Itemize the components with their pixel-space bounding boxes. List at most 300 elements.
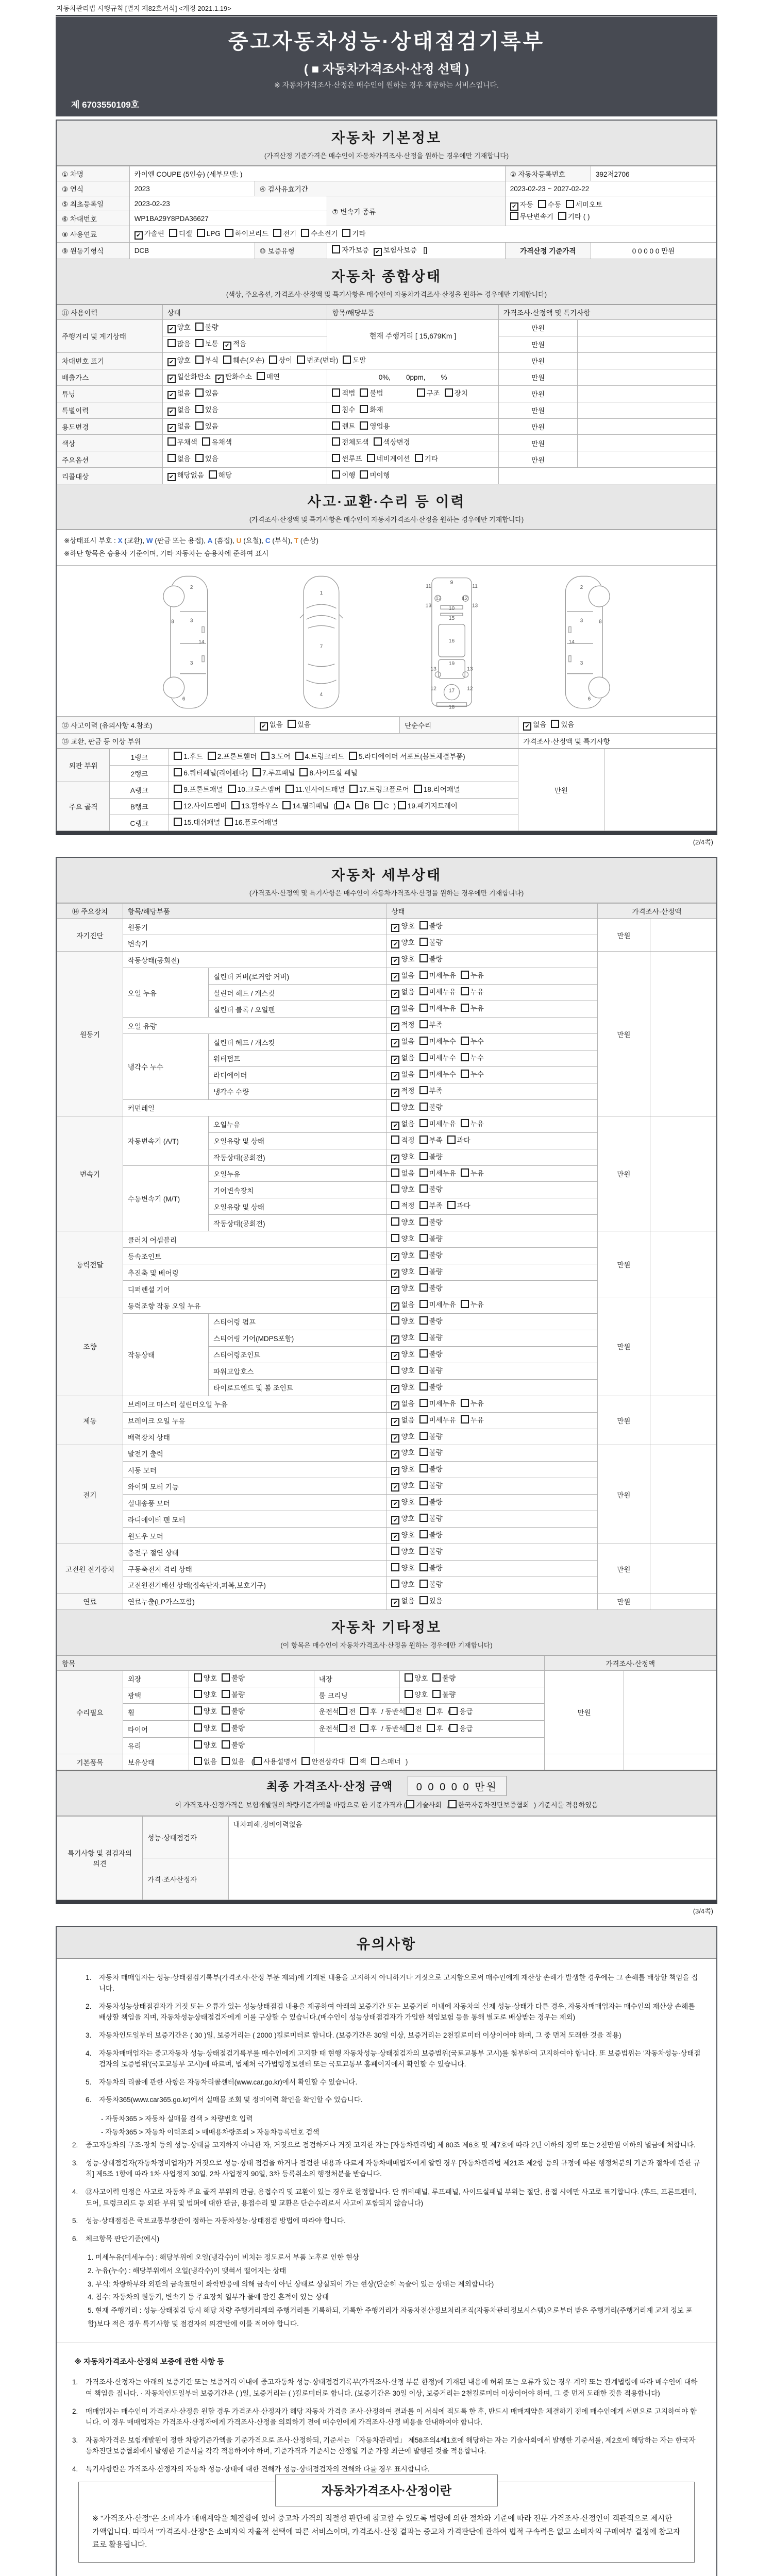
checkbox-option[interactable] (297, 355, 338, 367)
checkbox-option[interactable] (419, 1332, 443, 1344)
table-cell (162, 385, 327, 402)
checkbox-option[interactable] (391, 1513, 414, 1525)
checkbox-label: 없음 (401, 1038, 415, 1046)
checkbox-option[interactable] (419, 1299, 456, 1311)
checkbox-option[interactable] (360, 1706, 377, 1718)
checkbox-option[interactable] (461, 1415, 484, 1427)
checkbox-option[interactable] (391, 1036, 414, 1048)
checkbox-option[interactable] (350, 1756, 366, 1768)
checkbox-option[interactable] (449, 1723, 473, 1735)
checkbox-option[interactable] (391, 1168, 414, 1180)
checkbox-option[interactable] (391, 1415, 414, 1427)
checkbox-option[interactable] (510, 211, 553, 223)
checkbox-label: 있음 (429, 1597, 443, 1605)
checkbox-option[interactable] (419, 1233, 443, 1245)
checkbox-option[interactable] (415, 453, 438, 465)
checkbox-option[interactable] (419, 1283, 443, 1295)
checked-box-icon: ✔ (391, 1269, 399, 1278)
checkbox-option[interactable] (391, 954, 414, 965)
checkbox-option[interactable] (419, 1398, 456, 1410)
table-cell: 만원 (498, 435, 577, 451)
checkbox-label: 한국자동차진단보증협회 (458, 1801, 529, 1809)
checkbox-option[interactable] (215, 371, 252, 383)
report-title: 중고자동차성능·상태점검기록부 (228, 30, 545, 53)
checkbox-label: 양호 (401, 1580, 415, 1588)
checkbox-option[interactable] (225, 228, 268, 240)
checkbox-option[interactable] (551, 719, 574, 731)
checkbox-option[interactable] (282, 801, 329, 812)
table-cell: 2023 (129, 181, 255, 196)
checkbox-option[interactable] (419, 1118, 456, 1130)
checkbox-option[interactable] (419, 1579, 443, 1591)
checkbox-option[interactable] (419, 1200, 443, 1212)
checkbox-option[interactable] (167, 421, 191, 433)
caution-item-text: 자동차365(www.car365.go.kr)에서 실매물 조회 및 정비이력 확인을 확인할 수 있습니다. (99, 2096, 363, 2104)
checkbox-option[interactable] (194, 1740, 217, 1752)
checkbox-label: 불법 (369, 389, 383, 397)
checkbox-option[interactable] (301, 228, 338, 240)
checkbox-option[interactable] (391, 1250, 414, 1262)
checkbox-option[interactable] (336, 801, 350, 812)
checkbox-option[interactable] (167, 338, 191, 350)
page-mark-3: (3/4쪽) (693, 1907, 713, 1915)
checkbox-option[interactable] (566, 199, 602, 211)
checkbox-option[interactable] (301, 1756, 345, 1768)
caution-item-number: 5. (86, 2078, 92, 2086)
checkbox-option[interactable] (419, 970, 456, 982)
checkbox-option[interactable] (167, 322, 191, 334)
detail-condition-table (57, 903, 716, 1609)
checkbox-option[interactable] (288, 719, 311, 731)
unchecked-box-icon (406, 1800, 414, 1808)
checkbox-label: 양호 (401, 1449, 415, 1457)
checkbox-option[interactable] (419, 1003, 456, 1015)
checkbox-option[interactable] (202, 437, 232, 449)
checkbox-option[interactable] (405, 1673, 428, 1685)
checkbox-option[interactable] (360, 421, 390, 433)
checkbox-option[interactable] (391, 1480, 414, 1492)
checkbox-option[interactable] (195, 453, 219, 465)
checkbox-option[interactable] (360, 470, 390, 482)
checkbox-option[interactable] (332, 388, 355, 400)
checkbox-option[interactable] (391, 1283, 414, 1295)
checkbox-option[interactable] (194, 1673, 217, 1685)
checkbox-option[interactable] (391, 1086, 414, 1097)
caution-item-number: 3. (86, 2031, 92, 2039)
checkbox-option[interactable] (449, 1706, 473, 1718)
checkbox-option[interactable] (342, 228, 365, 240)
checkbox-option[interactable] (195, 421, 219, 433)
checkbox-label: 과다 (457, 1136, 470, 1144)
checkbox-option[interactable] (414, 784, 460, 796)
checkbox-option[interactable] (461, 1069, 484, 1081)
checkbox-option[interactable] (419, 921, 443, 933)
unchecked-box-icon (391, 1547, 399, 1555)
caution-item-number: 2. (72, 2141, 78, 2149)
checkbox-option[interactable] (419, 1086, 443, 1097)
checkbox-option[interactable] (419, 1020, 443, 1031)
table-cell: 휠 (123, 1703, 189, 1720)
checkbox-option[interactable] (427, 1723, 443, 1735)
checkbox-option[interactable] (391, 1233, 414, 1245)
checkbox-option[interactable] (419, 954, 443, 965)
checkbox-option[interactable] (419, 1151, 443, 1163)
checkbox-option[interactable] (432, 1689, 456, 1701)
checkbox-option[interactable] (374, 245, 417, 257)
checkbox-option[interactable] (339, 1706, 356, 1718)
checkbox-option[interactable] (419, 987, 456, 998)
checked-box-icon: ✔ (391, 1467, 399, 1475)
checkbox-option[interactable] (257, 371, 280, 383)
checkbox-option[interactable] (225, 817, 278, 829)
checkbox-option[interactable] (261, 751, 290, 763)
checkbox-option[interactable] (419, 1053, 456, 1064)
table-cell (650, 952, 716, 1116)
checkbox-option[interactable] (367, 453, 410, 465)
checkbox-option[interactable] (371, 1756, 401, 1768)
checkbox-option[interactable] (391, 1579, 414, 1591)
checkbox-option[interactable] (349, 751, 465, 763)
checkbox-option[interactable] (391, 1563, 414, 1574)
checkbox-option[interactable] (174, 784, 223, 796)
cell-text: , (446, 1801, 448, 1809)
checkbox-option[interactable] (448, 1800, 529, 1811)
price-notice-list (72, 2377, 701, 2475)
unchecked-box-icon (449, 1707, 458, 1715)
checkbox-option[interactable] (419, 1513, 443, 1525)
checkbox-option[interactable] (461, 1299, 484, 1311)
checkbox-label: 불량 (205, 323, 219, 331)
table-cell: 만원 (597, 952, 650, 1116)
checkbox-option[interactable] (391, 921, 414, 933)
checkbox-option[interactable] (209, 470, 232, 482)
checkbox-option[interactable] (391, 1151, 414, 1163)
checkbox-option[interactable] (223, 355, 264, 367)
checkbox-option[interactable] (523, 719, 546, 731)
checkbox-option[interactable] (391, 1398, 414, 1410)
checkbox-option[interactable] (419, 1349, 443, 1361)
checkbox-option[interactable] (391, 1069, 414, 1081)
checkbox-option[interactable] (332, 470, 355, 482)
checkbox-option[interactable] (461, 1053, 484, 1064)
checkbox-option[interactable] (391, 1020, 414, 1031)
checkbox-option[interactable] (391, 1349, 414, 1361)
checkbox-option[interactable] (419, 1480, 443, 1492)
table-cell: 작동상태(공회전) (123, 952, 386, 968)
unchecked-box-icon (415, 454, 423, 462)
checkbox-option[interactable] (194, 1706, 217, 1718)
checkbox-option[interactable] (419, 1365, 443, 1377)
checkbox-label: 보통 (205, 340, 219, 348)
checkbox-option[interactable] (445, 388, 468, 400)
checkbox-option[interactable] (208, 751, 257, 763)
checkbox-option[interactable] (167, 437, 197, 449)
checkbox-option[interactable] (222, 1756, 245, 1768)
checkbox-label: 없음 (177, 389, 191, 397)
checkbox-option[interactable] (419, 1316, 443, 1328)
checkbox-option[interactable] (398, 801, 458, 812)
checkbox-option[interactable] (391, 1135, 414, 1147)
checkbox-option[interactable] (339, 1723, 356, 1735)
checkbox-option[interactable] (447, 1135, 470, 1147)
checkbox-option[interactable] (222, 1673, 245, 1685)
checkbox-option[interactable] (427, 1706, 443, 1718)
checkbox-option[interactable] (419, 1447, 443, 1459)
checkbox-option[interactable] (419, 1135, 443, 1147)
checkbox-option[interactable] (195, 388, 219, 400)
table-cell: ⑬ 교환, 판금 등 이상 부위 (57, 733, 518, 748)
table-cell (400, 1687, 545, 1703)
checkbox-option[interactable] (194, 1723, 217, 1735)
checkbox-option[interactable] (343, 355, 366, 367)
checkbox-option[interactable] (391, 987, 414, 998)
checkbox-option[interactable] (374, 437, 410, 449)
checked-box-icon: ✔ (523, 722, 531, 731)
checkbox-option[interactable] (419, 1530, 443, 1541)
legend-text: (손상) (298, 537, 318, 545)
damage-code-letter: X (117, 537, 123, 545)
checkbox-option[interactable] (273, 228, 296, 240)
table-cell: 만원 (597, 1297, 650, 1396)
checkbox-option[interactable] (260, 719, 283, 731)
table-row (57, 1655, 716, 1670)
checkbox-option[interactable] (194, 1689, 217, 1701)
checkbox-option[interactable] (419, 1464, 443, 1476)
checkbox-option[interactable] (391, 1217, 414, 1229)
checkbox-option[interactable] (391, 1546, 414, 1558)
checkbox-option[interactable] (167, 371, 211, 383)
checkbox-option[interactable] (419, 1069, 456, 1081)
checkbox-option[interactable] (194, 1756, 217, 1768)
checkbox-option[interactable] (391, 1497, 414, 1509)
checkbox-option[interactable] (231, 801, 278, 812)
table-row (57, 242, 716, 259)
checkbox-option[interactable] (391, 1447, 414, 1459)
checkbox-option[interactable] (174, 768, 248, 779)
unchecked-box-icon (419, 1020, 428, 1028)
law-reference-line: 자동차관리법 시행규칙 [별지 제82호서식] <개정 2021.1.19> (57, 5, 231, 12)
checkbox-label: 양호 (401, 1284, 415, 1293)
price-notice-text: 매매업자는 매수인이 가격조사·산정을 원할 경우 가격조사·산정자가 해당 자동차 가격을 조사·산정하여 결과를 이 서식에 적도록 한 후, 반드시 매매계약을 체결하기 전에 매수인에게 서면으로 고지하여야 합니다. 이 경우 매매업자는 가격조사·산정자에게 가격조사·산정을 의뢰하기 전에 매수인에게 가격조사·산정 비용을 안내하여야 합니다. (86, 2407, 697, 2427)
table-cell: 단순수리 (400, 717, 518, 733)
checkbox-option[interactable] (360, 388, 383, 400)
checkbox-option[interactable] (391, 1365, 414, 1377)
checkbox-option[interactable] (222, 1740, 245, 1752)
checkbox-option[interactable] (419, 1546, 443, 1558)
checkbox-option[interactable] (228, 784, 281, 796)
checkbox-option[interactable] (167, 404, 191, 416)
checkbox-option[interactable] (222, 1706, 245, 1718)
unchecked-box-icon (419, 987, 428, 995)
checkbox-label: 자동 (519, 200, 533, 209)
table-cell (386, 1577, 597, 1593)
checkbox-option[interactable] (391, 1299, 414, 1311)
checkbox-label: 부식 (205, 356, 219, 364)
checkbox-option[interactable] (419, 1382, 443, 1394)
checkbox-option[interactable] (419, 1431, 443, 1443)
checkbox-option[interactable] (195, 338, 219, 350)
checkbox-option[interactable] (406, 1723, 422, 1735)
checkbox-option[interactable] (461, 1398, 484, 1410)
checkbox-option[interactable] (432, 1673, 456, 1685)
checkbox-option[interactable] (332, 245, 368, 257)
checkbox-option[interactable] (167, 388, 191, 400)
table-cell: 디퍼렌셜 기어 (123, 1281, 386, 1297)
checkbox-option[interactable] (174, 751, 203, 763)
checkbox-option[interactable] (167, 355, 191, 367)
table-cell (624, 1754, 716, 1770)
checkbox-option[interactable] (195, 322, 219, 334)
checkbox-option[interactable] (461, 987, 484, 998)
checkbox-option[interactable] (222, 1723, 245, 1735)
checkbox-label: 없음 (401, 972, 415, 980)
checkbox-option[interactable] (295, 751, 344, 763)
checkbox-option[interactable] (538, 199, 561, 211)
checkbox-option[interactable] (419, 1596, 443, 1607)
checkbox-option[interactable] (391, 937, 414, 949)
table-cell: 변속기 (57, 1116, 123, 1231)
checkbox-label: 불량 (231, 1674, 245, 1682)
checkbox-option[interactable] (419, 1102, 443, 1114)
table-row (57, 1445, 716, 1462)
checkbox-option[interactable] (174, 817, 220, 829)
table-cell: 만원 (498, 402, 577, 418)
table-cell: 2023-02-23 (129, 196, 327, 211)
checkbox-option[interactable] (447, 1200, 470, 1212)
checkbox-option[interactable] (391, 1118, 414, 1130)
checkbox-option[interactable] (195, 404, 219, 416)
table-cell: 만원 (498, 319, 577, 336)
checkbox-label: 양호 (401, 1383, 415, 1391)
checkbox-option[interactable] (349, 784, 409, 796)
checkbox-option[interactable] (269, 355, 292, 367)
checkbox-option[interactable] (391, 970, 414, 982)
checkbox-option[interactable] (391, 1464, 414, 1476)
unchecked-box-icon (197, 229, 205, 237)
unchecked-box-icon (194, 1673, 202, 1682)
unchecked-box-icon (360, 1707, 368, 1715)
checkbox-option[interactable] (419, 1563, 443, 1574)
unchecked-box-icon (225, 818, 233, 826)
checkbox-option[interactable] (169, 228, 192, 240)
price-notice-number: 1. (72, 2378, 78, 2386)
checkbox-option[interactable] (197, 228, 221, 240)
checkbox-option[interactable] (419, 1266, 443, 1278)
checkbox-option[interactable] (253, 768, 295, 779)
unchecked-box-icon (419, 1004, 428, 1012)
checkbox-option[interactable] (332, 453, 362, 465)
checkbox-option[interactable] (391, 1184, 414, 1196)
checkbox-option[interactable] (419, 1250, 443, 1262)
checkbox-option[interactable] (558, 211, 590, 223)
checkbox-option[interactable] (461, 1168, 484, 1180)
checkbox-option[interactable] (254, 1756, 297, 1768)
checkbox-option[interactable] (167, 453, 191, 465)
caution-sub-list (88, 2112, 701, 2139)
checkbox-option[interactable] (419, 1217, 443, 1229)
checkbox-label: 누유 (470, 988, 484, 996)
checkbox-option[interactable] (299, 768, 357, 779)
checkbox-option[interactable] (461, 1118, 484, 1130)
checked-box-icon: ✔ (167, 473, 176, 481)
checkbox-label: 일산화탄소 (177, 372, 211, 381)
checkbox-option[interactable] (461, 1036, 484, 1048)
checkbox-option[interactable] (391, 1431, 414, 1443)
table-cell: 만원 (597, 1445, 650, 1544)
svg-text:13: 13 (425, 603, 432, 609)
checkbox-option[interactable] (419, 937, 443, 949)
checkbox-option[interactable] (391, 1382, 414, 1394)
checkbox-option[interactable] (391, 1053, 414, 1064)
unchecked-box-icon (228, 785, 236, 793)
checkbox-option[interactable] (332, 404, 355, 416)
checkbox-option[interactable] (461, 970, 484, 982)
price-notice-text: 특기사항란은 가격조사·산정자의 자동차 성능·상태에 대한 견해가 성능·상태점검자의 견해와 다를 경우 표시합니다. (86, 2465, 430, 2473)
checkbox-option[interactable] (360, 1723, 377, 1735)
checkbox-option[interactable] (391, 1316, 414, 1328)
checkbox-option[interactable] (419, 1184, 443, 1196)
unchecked-box-icon (566, 200, 574, 208)
checkbox-option[interactable] (391, 1596, 414, 1607)
table-row (57, 1670, 716, 1687)
checkbox-option[interactable] (391, 1530, 414, 1541)
checkbox-option[interactable] (406, 1706, 422, 1718)
table-cell: 만원 (597, 1396, 650, 1445)
table-cell: 만원 (498, 336, 577, 352)
checkbox-option[interactable] (374, 801, 389, 812)
car-damage-diagram (57, 566, 716, 717)
checked-box-icon: ✔ (391, 1385, 399, 1393)
checkbox-option[interactable] (391, 1200, 414, 1212)
table-cell (386, 1330, 597, 1346)
checkbox-option[interactable] (222, 1689, 245, 1701)
checkbox-option[interactable] (355, 801, 369, 812)
checkbox-option[interactable] (419, 1168, 456, 1180)
checkbox-option[interactable] (167, 470, 204, 482)
checkbox-option[interactable] (174, 801, 227, 812)
checkbox-option[interactable] (391, 1332, 414, 1344)
checkbox-option[interactable] (285, 784, 345, 796)
table-cell (386, 1281, 597, 1297)
checkbox-option[interactable] (332, 437, 368, 449)
svg-text:12: 12 (435, 596, 442, 602)
checkbox-option[interactable] (391, 1003, 414, 1015)
price-notice-text: 자동차가격은 보험개발원이 정한 차량기준가액을 기준가격으로 조사·산정하되, 기준서는 「자동차관리법」 제58조의4제1호에 해당하는 자는 기술사회에서 발행한 기준서를, 제2호에 해당하는 자는 한국자동차진단보증협회에서 발행한 기준서를 각각 적용하여야 하며, 기준가격과 기준서는 산정일 기준 가장 최근에 발행된 것을 적용합니다. (86, 2436, 696, 2455)
checkbox-option[interactable] (419, 1036, 456, 1048)
checkbox-option[interactable] (223, 338, 246, 350)
checkbox-option[interactable] (360, 404, 383, 416)
checkbox-option[interactable] (510, 199, 533, 211)
table-cell (386, 1462, 597, 1478)
table-cell: 가격조사·산정액 (597, 904, 716, 919)
legend-text: ※상태표시 부호 : (64, 537, 118, 545)
checkbox-option[interactable] (419, 1415, 456, 1427)
checkbox-option[interactable] (135, 228, 164, 240)
checkbox-option[interactable] (332, 421, 355, 433)
checkbox-option[interactable] (461, 1003, 484, 1015)
table-cell: C랭크 (110, 815, 169, 831)
checkbox-option[interactable] (419, 1497, 443, 1509)
checkbox-label: 양호 (401, 1317, 415, 1325)
table-cell (386, 1346, 597, 1363)
checkbox-option[interactable] (391, 1102, 414, 1114)
checkbox-option[interactable] (405, 1689, 428, 1701)
checkbox-option[interactable] (391, 1266, 414, 1278)
checkbox-option[interactable] (195, 355, 219, 367)
checkbox-option[interactable] (417, 388, 440, 400)
checkbox-option[interactable] (406, 1800, 442, 1811)
table-row (57, 166, 716, 181)
